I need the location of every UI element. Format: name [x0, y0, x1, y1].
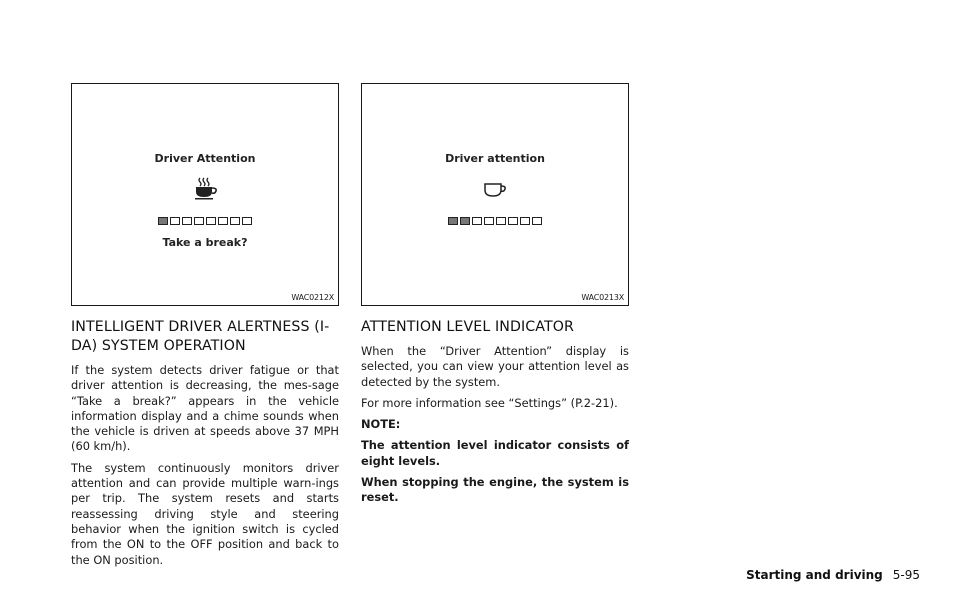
level-segment-empty: [230, 217, 240, 225]
footer-section-title: Starting and driving: [746, 568, 883, 582]
level-segment-empty: [182, 217, 192, 225]
level-segment-empty: [472, 217, 482, 225]
coffee-cup-outline-icon: [362, 182, 628, 204]
level-segment-empty: [170, 217, 180, 225]
attention-level-bar: [362, 217, 628, 225]
attention-level-bar: [72, 217, 338, 225]
paragraph: For more information see “Settings” (P.2-21).: [361, 395, 618, 410]
screen-title: Driver Attention: [154, 152, 256, 165]
paragraph: When the “Driver Attention” display is selected, you can view your attention level as detected by the system.: [361, 344, 629, 389]
figure-code: WAC0213X: [581, 293, 624, 302]
section-heading: INTELLIGENT DRIVER ALERTNESS (I-DA) SYSTEM OPERATION: [71, 319, 330, 354]
section-heading: ATTENTION LEVEL INDICATOR: [361, 319, 574, 335]
paragraph: The system continuously monitors driver attention and can provide multiple warn-ings per trip. The system resets and starts reassessing driving style and steering behavior when the ignition switch is cycled from the ON to the OFF position and back to the ON position.: [71, 460, 339, 567]
screen-title: Driver attention: [445, 152, 545, 165]
level-segment-empty: [484, 217, 494, 225]
level-segment-empty: [206, 217, 216, 225]
level-segment-empty: [520, 217, 530, 225]
left-column: [71, 83, 339, 574]
note-label: NOTE:: [361, 417, 401, 432]
note-paragraph: The attention level indicator consists of eight levels.: [361, 438, 629, 468]
note-paragraph: When stopping the engine, the system is reset.: [361, 475, 629, 505]
steaming-coffee-cup-icon: [72, 176, 338, 204]
screen-caption: Take a break?: [162, 236, 248, 249]
level-segment-empty: [508, 217, 518, 225]
level-segment-empty: [218, 217, 228, 225]
level-segment-filled: [448, 217, 458, 225]
page-number: 5-95: [892, 568, 920, 582]
figure-driver-attention-warning: [71, 83, 339, 306]
page-footer: [746, 568, 920, 582]
right-column: [361, 83, 629, 512]
level-segment-empty: [532, 217, 542, 225]
figure-attention-level-indicator: [361, 83, 629, 306]
level-segment-empty: [496, 217, 506, 225]
level-segment-empty: [194, 217, 204, 225]
figure-code: WAC0212X: [291, 293, 334, 302]
paragraph: If the system detects driver fatigue or that driver attention is decreasing, the mes-sage “Take a break?” appears in the vehicle information display and a chime sounds when the vehicle is driven at speeds above 37 MPH (60 km/h).: [71, 363, 339, 454]
level-segment-empty: [242, 217, 252, 225]
level-segment-filled: [460, 217, 470, 225]
level-segment-filled: [158, 217, 168, 225]
